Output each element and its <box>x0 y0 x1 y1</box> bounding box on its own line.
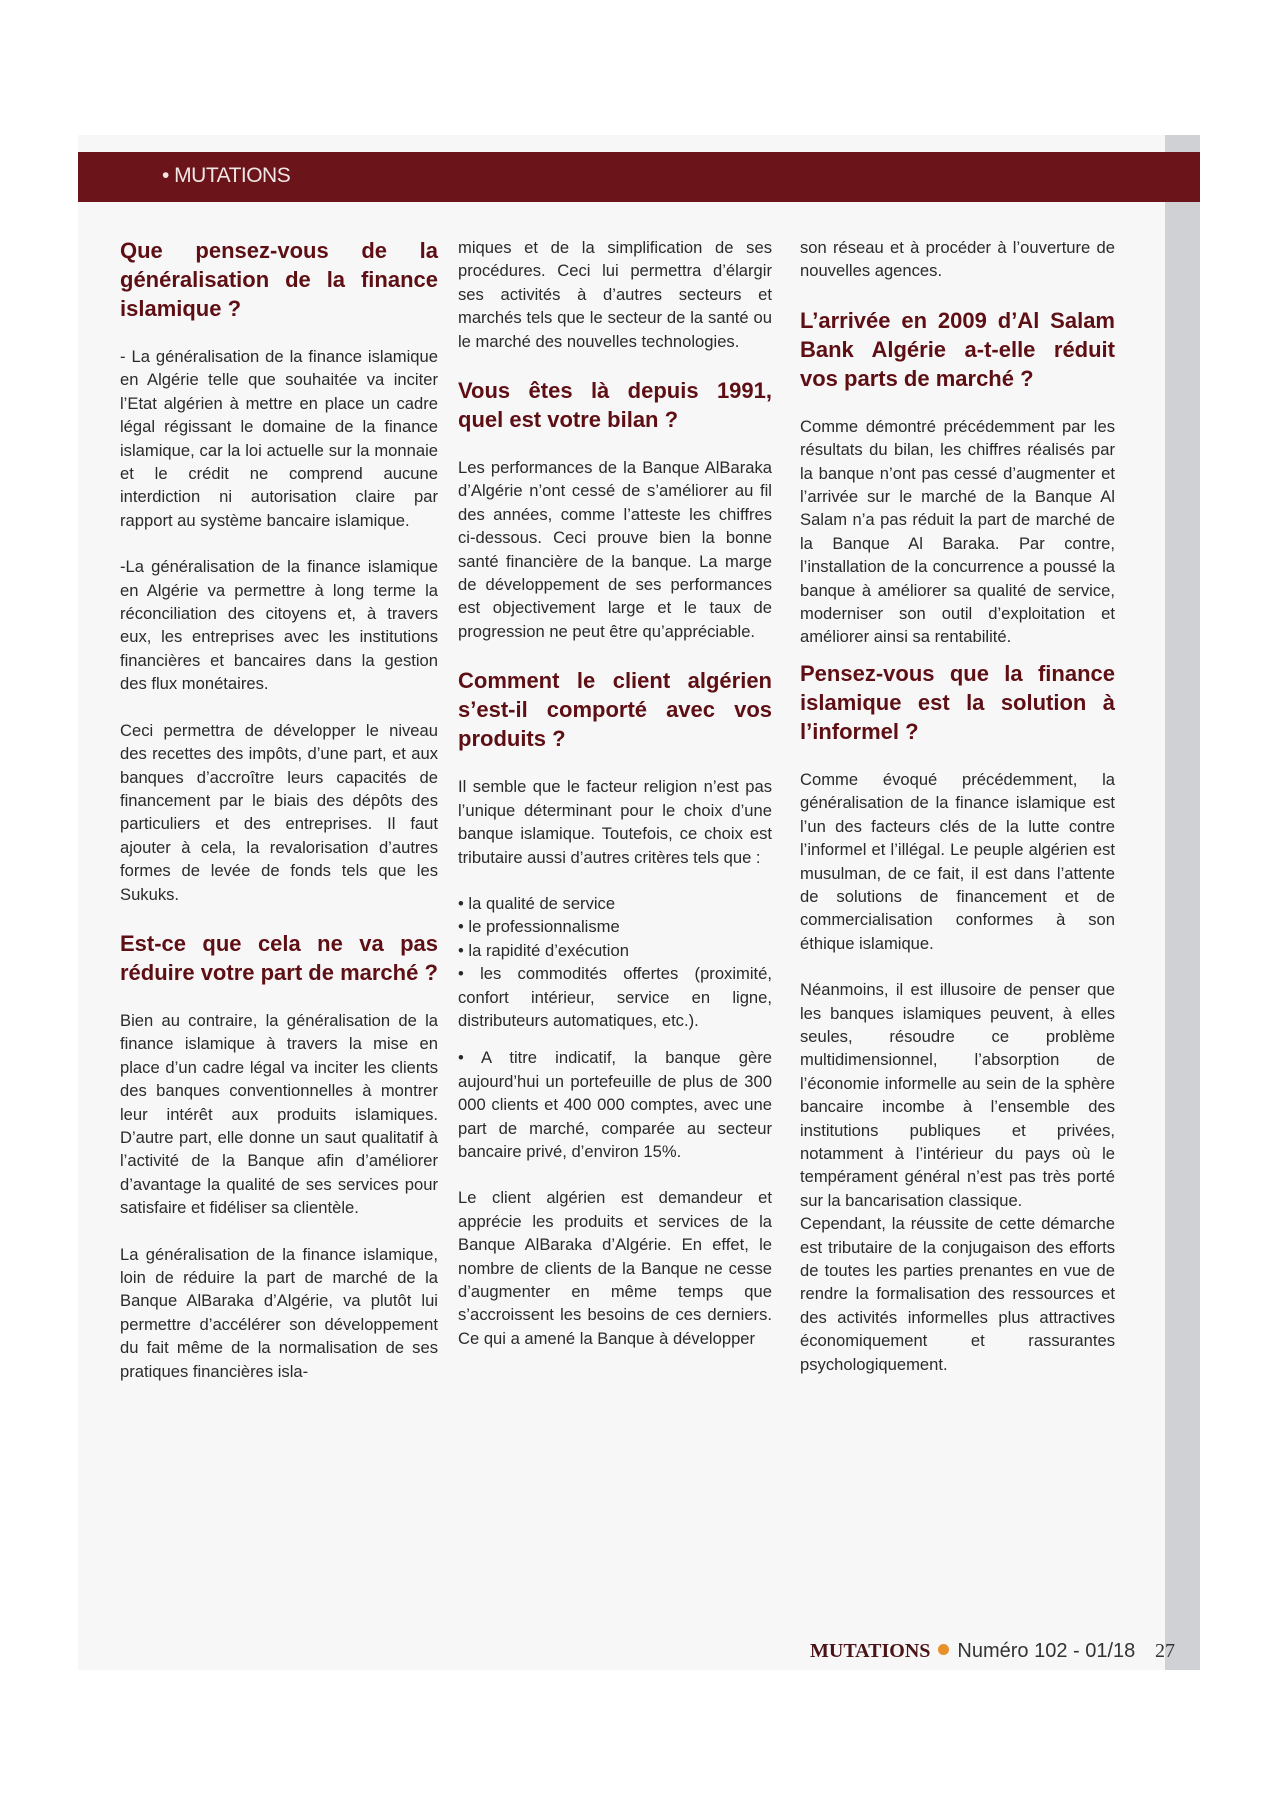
page-number: 27 <box>1155 1640 1175 1662</box>
paragraph: Comme évoqué précédemment, la généralisation de la finance islamique est l’un des facteurs clés de la lutte contre l’informel et l’illégal. Le peuple algérien est musulman, de ce fait, il est dans l’attente de solutions de financement et de commercialisation conformes à son éthique islamique. <box>800 769 1115 953</box>
paragraph: - La généralisation de la finance islamique en Algérie telle que souhaitée va inciter l’Etat algérien à mettre en place un cadre légal régissant le domaine de la finance islamique, car la loi actuelle sur la monnaie et le crédit ne comprend aucune interdiction ni autorisation claire par rapport au système bancaire islamique. <box>120 347 438 530</box>
criteria-list <box>458 892 772 1032</box>
paragraph: miques et de la simplification de ses procédures. Ceci lui permettra d’élargir ses activités à d’autres secteurs et marchés tels que le secteur de la santé ou le marché des nouvelles technologies. <box>458 238 772 351</box>
question-heading: Que pensez-vous de la généralisation de la finance islamique ? <box>120 238 438 321</box>
column-2 <box>458 236 772 1373</box>
paragraph: La généralisation de la finance islamique, loin de réduire la part de marché de la Banque AlBaraka d’Algérie, va plutôt lui permettre d’accélérer son développement du fait même de la normalisation de ses pratiques financières isla- <box>120 1244 438 1381</box>
list-item: • les commodités offertes (proximité, confort intérieur, service en ligne, distributeurs automatiques, etc.). <box>458 964 772 1030</box>
list-item: • la rapidité d’exécution <box>458 940 629 960</box>
paragraph: Il semble que le facteur religion n’est pas l’unique déterminant pour le choix d’une banque islamique. Toutefois, ce choix est tributaire aussi d’autres critères tels que : <box>458 777 772 867</box>
magazine-name: MUTATIONS <box>810 1640 931 1662</box>
page-footer <box>810 1640 1175 1663</box>
paragraph: Les performances de la Banque AlBaraka d’Algérie n’ont cessé de s’améliorer au fil des années, comme l’atteste les chiffres ci-dessous. Ceci prouve bien la bonne santé financière de la banque. La marge de développement de ses performances est objectivement large et le taux de progression ne peut être qu’appréciable. <box>458 458 772 641</box>
page-edge-strip <box>1165 135 1200 1670</box>
question-heading: Vous êtes là depuis 1991, quel est votre bilan ? <box>458 378 772 433</box>
section-label: • MUTATIONS <box>162 164 291 187</box>
list-item: • le professionnalisme <box>458 917 620 937</box>
paragraph: Ceci permettra de développer le niveau des recettes des impôts, d’une part, et aux banques d’accroître leurs capacités de financement par le biais des dépôts des particuliers et des entreprises. Il faut ajouter à cela, la revalorisation d’autres formes de levée de fonds tels que les Sukuks. <box>120 720 438 904</box>
paragraph: • A titre indicatif, la banque gère aujourd’hui un portefeuille de plus de 300 000 clients et 400 000 comptes, avec une part de marché, comparée au secteur bancaire privé, d’environ 15%. <box>458 1048 772 1161</box>
question-heading: L’arrivée en 2009 d’Al Salam Bank Algérie a-t-elle réduit vos parts de marché ? <box>800 307 1115 391</box>
column-1 <box>120 236 438 1406</box>
question-heading: Pensez-vous que la finance islamique est la solution à l’informel ? <box>800 660 1115 744</box>
paragraph: -La généralisation de la finance islamique en Algérie va permettre à long terme la réconciliation des citoyens et, à travers eux, les entreprises avec les institutions financières et bancaires dans la gestion des flux monétaires. <box>120 557 438 694</box>
paragraph: Bien au contraire, la généralisation de la finance islamique à travers la mise en place d’un cadre légal va inciter les clients des banques conventionnelles à montrer leur intérêt aux produits islamiques. D’autre part, elle donne un saut qualitatif à l’activité de la Banque afin d’améliorer d’avantage la qualité de ses services pour satisfaire et fidéliser sa clientèle. <box>120 1010 438 1218</box>
issue-number: Numéro 102 - 01/18 <box>957 1640 1136 1662</box>
paragraph: Néanmoins, il est illusoire de penser que les banques islamiques peuvent, à elles seules, résoudre ce problème multidimensionnel, l’absorption de l’économie informelle au sein de la sphère bancaire incombe à l’ensemble des institutions publiques et privées, notamment à l’intérieur du pays où le tempérament général n’est pas très porté sur la bancarisation classique. <box>800 980 1115 1210</box>
paragraph: Comme démontré précédemment par les résultats du bilan, les chiffres réalisés par la banque n’ont pas cessé d’augmenter et l’arrivée sur le marché de la Banque Al Salam n’a pas réduit la part de marché de la Banque Al Baraka. Par contre, l’installation de la concurrence a poussé la banque à améliorer sa qualité de service, moderniser son outil d’exploitation et améliorer ainsi sa rentabilité. <box>800 416 1115 647</box>
bullet-dot-icon <box>938 1644 949 1655</box>
list-item: • la qualité de service <box>458 893 616 913</box>
question-heading: Comment le client algérien s’est-il comporté avec vos produits ? <box>458 668 772 752</box>
column-3 <box>800 236 1115 1399</box>
section-header-bar <box>78 152 1200 202</box>
paragraph: Le client algérien est demandeur et apprécie les produits et services de la Banque AlBaraka d’Algérie. En effet, le nombre de clients de la Banque ne cesse d’augmenter en même temps que s’accroissent les besoins de ces derniers. Ce qui a amené la Banque à développer <box>458 1188 772 1348</box>
paragraph: Cependant, la réussite de cette démarche est tributaire de la conjugaison des efforts de toutes les parties prenantes en vue de rendre la formalisation des ressources et des activités informelles plus attractives économiquement et rassurantes psychologiquement. <box>800 1214 1115 1374</box>
paragraph: son réseau et à procéder à l’ouverture de nouvelles agences. <box>800 238 1115 281</box>
question-heading: Est-ce que cela ne va pas réduire votre part de marché ? <box>120 930 438 985</box>
